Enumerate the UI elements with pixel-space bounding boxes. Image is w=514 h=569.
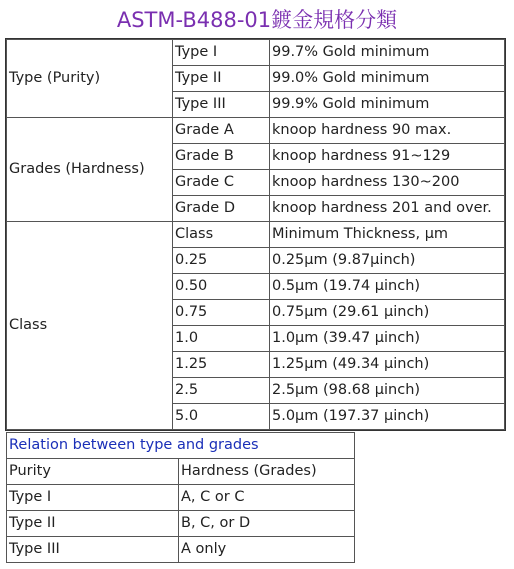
row-key: Grade A bbox=[173, 118, 270, 144]
row-value: knoop hardness 201 and over. bbox=[270, 196, 505, 222]
row-value: 1.0µm (39.47 µinch) bbox=[270, 326, 505, 352]
hardness-cell: A, C or C bbox=[179, 485, 355, 511]
purity-cell: Type I bbox=[7, 485, 179, 511]
row-value: 99.9% Gold minimum bbox=[270, 92, 505, 118]
table-row bbox=[7, 118, 505, 144]
table-caption-row bbox=[7, 433, 355, 459]
hardness-cell: A only bbox=[179, 537, 355, 563]
row-value: knoop hardness 91~129 bbox=[270, 144, 505, 170]
row-key: 2.5 bbox=[173, 378, 270, 404]
row-value: 2.5µm (98.68 µinch) bbox=[270, 378, 505, 404]
row-key: Type III bbox=[173, 92, 270, 118]
purity-cell: Type III bbox=[7, 537, 179, 563]
row-value: 0.5µm (19.74 µinch) bbox=[270, 274, 505, 300]
table-row bbox=[7, 511, 355, 537]
row-key: Type II bbox=[173, 66, 270, 92]
row-key: Type I bbox=[173, 40, 270, 66]
row-value: Minimum Thickness, µm bbox=[270, 222, 505, 248]
table-header-row bbox=[7, 459, 355, 485]
row-value: 5.0µm (197.37 µinch) bbox=[270, 404, 505, 430]
table-row bbox=[7, 222, 505, 248]
relation-table bbox=[6, 432, 355, 563]
row-key: 1.25 bbox=[173, 352, 270, 378]
row-value: knoop hardness 90 max. bbox=[270, 118, 505, 144]
row-value: knoop hardness 130~200 bbox=[270, 170, 505, 196]
row-key: 0.25 bbox=[173, 248, 270, 274]
hardness-cell: B, C, or D bbox=[179, 511, 355, 537]
group-label-type: Type (Purity) bbox=[7, 40, 173, 118]
table-row bbox=[7, 40, 505, 66]
column-header: Purity bbox=[7, 459, 179, 485]
row-key: 0.75 bbox=[173, 300, 270, 326]
row-key: Grade C bbox=[173, 170, 270, 196]
column-header: Hardness (Grades) bbox=[179, 459, 355, 485]
row-key: Class bbox=[173, 222, 270, 248]
row-value: 0.25µm (9.87µinch) bbox=[270, 248, 505, 274]
row-key: 0.50 bbox=[173, 274, 270, 300]
group-label-class: Class bbox=[7, 222, 173, 430]
row-value: 99.0% Gold minimum bbox=[270, 66, 505, 92]
spec-table bbox=[6, 39, 505, 430]
row-value: 0.75µm (29.61 µinch) bbox=[270, 300, 505, 326]
table-row bbox=[7, 485, 355, 511]
row-value: 1.25µm (49.34 µinch) bbox=[270, 352, 505, 378]
table-row bbox=[7, 537, 355, 563]
row-key: 1.0 bbox=[173, 326, 270, 352]
page-title: ASTM-B488-01鍍金規格分類 bbox=[116, 8, 398, 32]
row-value: 99.7% Gold minimum bbox=[270, 40, 505, 66]
row-key: Grade D bbox=[173, 196, 270, 222]
row-key: 5.0 bbox=[173, 404, 270, 430]
relation-caption: Relation between type and grades bbox=[7, 433, 355, 459]
row-key: Grade B bbox=[173, 144, 270, 170]
purity-cell: Type II bbox=[7, 511, 179, 537]
group-label-grades: Grades (Hardness) bbox=[7, 118, 173, 222]
